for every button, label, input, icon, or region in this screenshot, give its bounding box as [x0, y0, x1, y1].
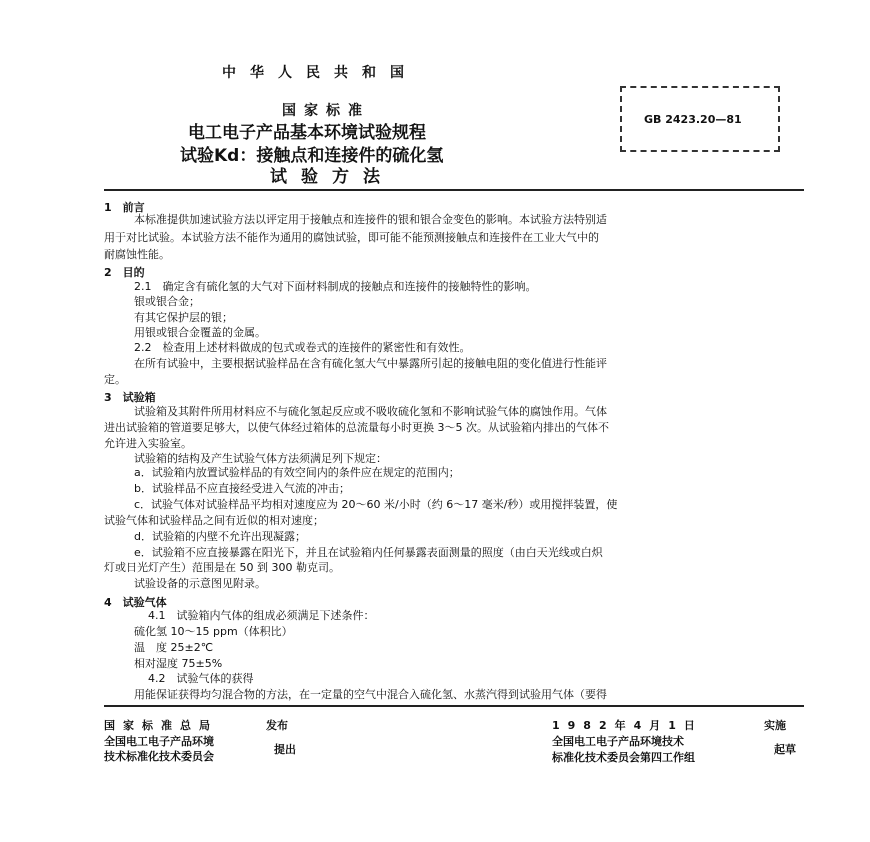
section-2-heading: 2 目的	[104, 266, 145, 279]
section-2-2: 2.2 检查用上述材料做成的包式或卷式的连接件的紧密性和有效性。	[134, 341, 471, 354]
standard-type: 国家标准	[282, 103, 370, 119]
proposer-line-1: 全国电工电子产品环境	[104, 735, 214, 748]
section-3-line-1: 试验箱及其附件所用材料应不与硫化氢起反应或不吸收硫化氢和不影响试验气体的腐蚀作用。气体	[134, 405, 607, 418]
issuer: 国家标准总局	[104, 719, 218, 732]
section-4-2: 4.2 试验气体的获得	[148, 672, 254, 685]
draft-label: 起草	[774, 743, 796, 756]
section-3-item-d: d．试验箱的内壁不允许出现凝露；	[134, 530, 306, 543]
section-3-item-b: b．试验样品不应直接经受进入气流的冲击；	[134, 482, 350, 495]
country-name: 中华人民共和国	[222, 65, 418, 81]
section-2-item-b: 有其它保护层的银；	[134, 311, 233, 324]
section-4-item-b: 温 度 25±2℃	[134, 641, 214, 654]
section-3-line-4: 试验箱的结构及产生试验气体方法须满足列下规定：	[134, 452, 387, 465]
section-2-1: 2.1 确定含有硫化氢的大气对下面材料制成的接触点和连接件的接触特性的影响。	[134, 280, 537, 293]
section-3-line-3: 允许进入实验室。	[104, 437, 192, 450]
footer-divider	[104, 705, 804, 707]
section-3-item-a: a．试验箱内放置试验样品的有效空间内的条件应在规定的范围内；	[134, 466, 460, 479]
section-3-item-c-line-1: c．试验气体对试验样品平均相对速度应为 20～60 米/小时（约 6～17 毫米/秒）或用搅拌装置，使	[134, 498, 618, 511]
section-4-heading: 4 试验气体	[104, 596, 167, 609]
header-divider	[104, 189, 804, 191]
section-3-heading: 3 试验箱	[104, 391, 156, 404]
section-2-item-c: 用银或银合金覆盖的金属。	[134, 326, 266, 339]
section-3-line-2: 进出试验箱的管道要足够大，以使气体经过箱体的总流量每小时更换 3～5 次。从试验箱内排出的气体不	[104, 421, 609, 434]
section-3-item-e-line-1: e．试验箱不应直接暴露在阳光下，并且在试验箱内任何暴露表面测量的照度（由白天光线或白炽	[134, 546, 603, 559]
section-1-line-1: 本标准提供加速试验方法以评定用于接触点和连接件的银和银合金变色的影响。本试验方法特别适	[134, 213, 607, 226]
title-line-2: 试验Kd：接触点和连接件的硫化氢	[180, 146, 444, 166]
section-1-line-3: 耐腐蚀性能。	[104, 248, 170, 261]
section-4-1: 4.1 试验箱内气体的组成必须满足下述条件：	[148, 609, 375, 622]
section-2-item-a: 银或银合金；	[134, 295, 200, 308]
section-3-item-c-line-2: 试验气体和试验样品之间有近似的相对速度；	[104, 514, 324, 527]
section-2-para-line-1: 在所有试验中，主要根据试验样品在含有硫化氢大气中暴露所引起的接触电阻的变化值进行性能评	[134, 357, 607, 370]
drafter-line-1: 全国电工电子产品环境技术	[552, 735, 684, 748]
section-1-line-2: 用于对比试验。本试验方法不能作为通用的腐蚀试验，即可能不能预测接触点和连接件在工业大气中的	[104, 231, 599, 244]
section-1-heading: 1 前言	[104, 201, 145, 214]
drafter-line-2: 标准化技术委员会第四工作组	[552, 751, 695, 764]
standard-code: GB 2423.20—81	[644, 113, 742, 126]
proposer-line-2: 技术标准化技术委员会	[104, 750, 214, 763]
section-4-para-line-1: 用能保证获得均匀混合物的方法，在一定量的空气中混合入硫化氢、水蒸汽得到试验用气体（要得	[134, 688, 607, 701]
implement-label: 实施	[764, 719, 786, 732]
section-4-item-a: 硫化氢 10～15 ppm（体积比）	[134, 625, 293, 638]
implement-date: 1982年4月1日	[552, 719, 703, 732]
section-2-para-line-2: 定。	[104, 373, 126, 386]
title-line-1: 电工电子产品基本环境试验规程	[188, 123, 426, 143]
section-3-item-e-line-2: 灯或日光灯产生）范围是在 50 到 300 勒克司。	[104, 561, 340, 574]
section-4-item-c: 相对湿度 75±5%	[134, 657, 223, 670]
title-line-3: 试验方法	[270, 167, 394, 187]
issue-label: 发布	[266, 719, 288, 732]
propose-label: 提出	[274, 743, 296, 756]
section-3-line-5: 试验设备的示意图见附录。	[134, 577, 266, 590]
